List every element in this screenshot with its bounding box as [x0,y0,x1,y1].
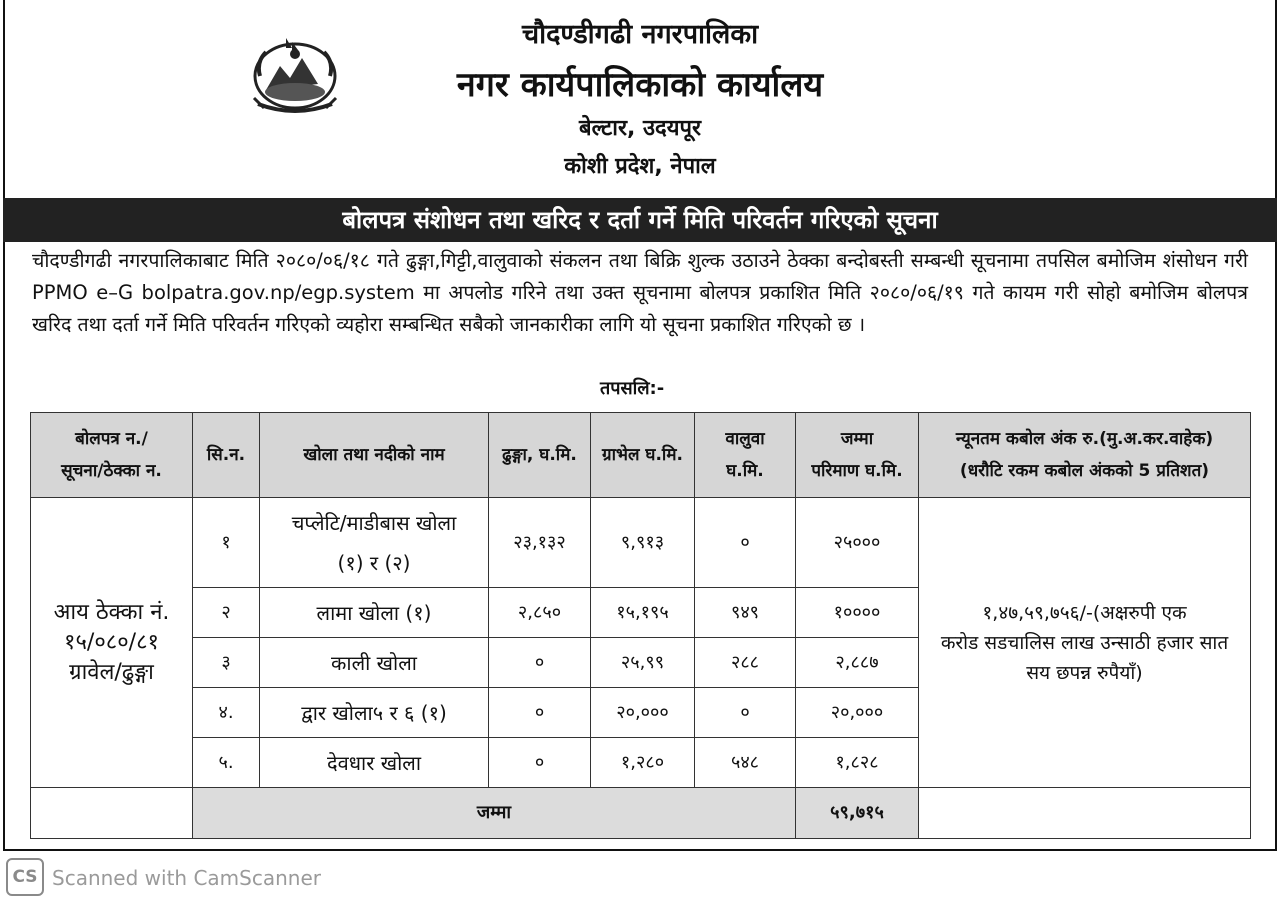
cell-gravel: २०,००० [591,688,695,738]
cell-total: २,८८७ [796,638,919,688]
cell-serial: ३ [193,638,260,688]
cell-serial: ५. [193,738,260,788]
cell-stone: ० [489,638,591,688]
contract-line: आय ठेक्का नं. [53,599,170,625]
cell-sand: ५४८ [695,738,796,788]
cell-gravel: १,२८० [591,738,695,788]
min-bid-line: करोड सडचालिस लाख उन्साठी हजार सात [940,631,1229,654]
table-row [31,498,1251,588]
cell-river-name [260,498,489,588]
cell-river-name: काली खोला [260,638,489,688]
header-text: सूचना/ठेक्का न. [61,461,162,481]
cell-serial: १ [193,498,260,588]
schedule-label: तपसलि:- [600,378,665,399]
header-bid-number [31,413,193,498]
cell-stone: ० [489,738,591,788]
header-sand [695,413,796,498]
contract-line: ग्रावेल/ढुङ्गा [69,659,154,685]
header-river-name: खोला तथा नदीको नाम [260,413,489,498]
cell-stone: २३,१३२ [489,498,591,588]
cell-serial: ४. [193,688,260,738]
cell-river-name: द्वार खोला५ र ६ (१) [260,688,489,738]
header-text: परिमाण घ.मि. [811,461,903,481]
contract-line: १५/०८०/८१ [64,629,159,655]
cell-sand: ९४९ [695,588,796,638]
letterhead [0,0,1280,198]
camscanner-watermark: Scanned with CamScanner [52,866,321,890]
min-bid-line: १,४७,५९,७५६/-(अक्षरुपी एक [982,601,1187,624]
header-text: वालुवा [725,429,765,449]
river-name-line: चप्लेटि/माडीबास खोला [291,510,457,535]
header-min-bid [919,413,1251,498]
header-text: न्यूनतम कबोल अंक रु.(मु.अ.कर.वाहेक) [955,429,1214,449]
header-total-quantity [796,413,919,498]
notice-body: चौदण्डीगढी नगरपालिकाबाट मिति २०८०/०६/१८ गते ढुङ्गा,गिट्टी,वालुवाको संकलन तथा बिक्रि शुल्क उठाउने ठेक्का बन्दोबस्ती सम्बन्धी सूचनामा तपसिल बमोजिम शंसोधन गरी PPMO e–G bolpatra.gov.np/egp.system मा अपलोड गरिने तथा उक्त सूचनामा बोलपत्र प्रकाशित मिति २०८०/०६/१९ गते कायम गरी सोहो बमोजिम बोलपत्र खरिद तथा दर्ता गर्ने मिति परिवर्तन गरिएको व्यहोरा सम्बन्धित सबैको जानकारीका लागि यो सूचना प्रकाशित गरिएको छ । [32,249,1248,336]
table-header-row [31,413,1251,498]
cell-sand: ० [695,688,796,738]
notice-title: बोलपत्र संशोधन तथा खरिद र दर्ता गर्ने मिति परिवर्तन गरिएको सूचना [3,198,1277,242]
bid-table [30,412,1251,839]
empty-cell [919,788,1251,839]
header-stone: ढुङ्गा, घ.मि. [489,413,591,498]
cell-serial: २ [193,588,260,638]
header-text: (धरौटि रकम कबोल अंकको 5 प्रतिशत) [959,461,1210,481]
camscanner-logo-icon: CS [6,858,44,896]
header-serial: सि.न. [193,413,260,498]
cell-total: २०,००० [796,688,919,738]
cell-total: १०००० [796,588,919,638]
office-province: कोशी प्रदेश, नेपाल [564,154,716,179]
empty-cell [31,788,193,839]
min-bid-cell [919,498,1251,788]
total-row [31,788,1251,839]
cell-river-name: देवधार खोला [260,738,489,788]
header-text: जम्मा [840,429,874,449]
header-text: घ.मि. [726,461,764,481]
total-value: ५९,७१५ [796,788,919,839]
cell-sand: २८८ [695,638,796,688]
office-name: नगर कार्यपालिकाको कार्यालय [456,65,824,105]
river-name-line: (१) र (२) [337,550,411,575]
contract-number-cell [31,498,193,788]
cell-stone: २,८५० [489,588,591,638]
cell-total: २५००० [796,498,919,588]
cell-total: १,८२८ [796,738,919,788]
cell-sand: ० [695,498,796,588]
header-text: बोलपत्र न./ [75,429,148,449]
cell-river-name: लामा खोला (१) [260,588,489,638]
total-label: जम्मा [193,788,796,839]
cell-gravel: ९,९१३ [591,498,695,588]
cell-gravel: १५,१९५ [591,588,695,638]
cell-gravel: २५,९९ [591,638,695,688]
municipality-name: चौदण्डीगढी नगरपालिका [521,19,759,50]
header-gravel: ग्राभेल घ.मि. [591,413,695,498]
cell-stone: ० [489,688,591,738]
min-bid-line: सय छपन्न रुपैयाँ) [1026,661,1143,684]
office-location: बेल्टार, उदयपूर [579,116,701,141]
